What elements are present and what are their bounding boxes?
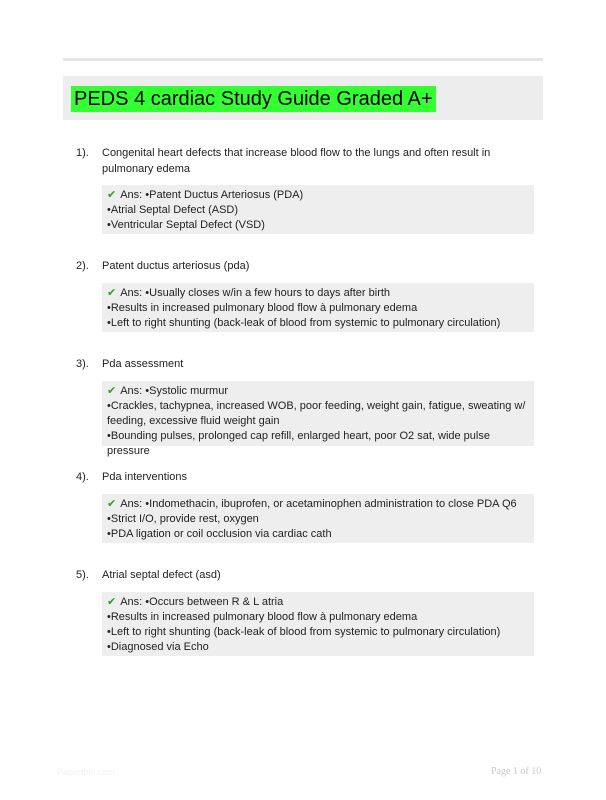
check-icon: ✔ <box>107 287 117 299</box>
answer-box <box>102 283 534 332</box>
answer-prefix: Ans: <box>120 498 143 510</box>
page-number: Page 1 of 10 <box>491 766 542 777</box>
answer-line: •Patent Ductus Arteriosus (PDA) <box>145 189 304 201</box>
answer-line: •Atrial Septal Defect (ASD) <box>107 204 239 216</box>
question-text: Atrial septal defect (asd) <box>102 569 221 581</box>
answer-line: •Ventricular Septal Defect (VSD) <box>107 219 265 231</box>
check-icon: ✔ <box>107 498 117 510</box>
answer-line: •Left to right shunting (back-leak of blood from systemic to pulmonary circulation) <box>107 317 501 329</box>
top-divider <box>63 58 543 61</box>
page-title: PEDS 4 cardiac Study Guide Graded A+ <box>71 86 436 112</box>
question-text: Patent ductus arteriosus (pda) <box>102 260 250 272</box>
check-icon: ✔ <box>107 385 117 397</box>
question-text: Congenital heart defects that increase blood flow to the lungs and often result in pulmonary edema <box>102 147 491 175</box>
answer-box <box>102 381 534 457</box>
answer-line: •Results in increased pulmonary blood flow à pulmonary edema <box>107 611 418 623</box>
question-number: 2). <box>76 260 89 272</box>
title-banner <box>63 76 543 120</box>
answer-line: •Strict I/O, provide rest, oxygen <box>107 513 259 525</box>
question-number: 3). <box>76 358 89 370</box>
answer-line: •Bounding pulses, prolonged cap refill, enlarged heart, poor O2 sat, wide pulse pressure <box>107 430 490 457</box>
check-icon: ✔ <box>107 189 117 201</box>
question-number: 5). <box>76 569 89 581</box>
answer-box <box>102 185 534 234</box>
answer-line: •Indomethacin, ibuprofen, or acetaminophen administration to close PDA Q6 <box>145 498 517 510</box>
answer-prefix: Ans: <box>120 596 143 608</box>
check-icon: ✔ <box>107 596 117 608</box>
answer-box <box>102 494 534 543</box>
answer-prefix: Ans: <box>120 287 143 299</box>
answer-line: •Usually closes w/in a few hours to days after birth <box>145 287 391 299</box>
answer-box <box>102 592 534 656</box>
answer-line: •Results in increased pulmonary blood flow à pulmonary edema <box>107 302 418 314</box>
answer-line: •Left to right shunting (back-leak of blood from systemic to pulmonary circulation) <box>107 626 501 638</box>
answer-prefix: Ans: <box>120 385 143 397</box>
question-number: 4). <box>76 471 89 483</box>
question-number: 1). <box>76 147 89 159</box>
question-text: Pda interventions <box>102 471 187 483</box>
answer-prefix: Ans: <box>120 189 143 201</box>
answer-line: •Crackles, tachypnea, increased WOB, poor feeding, weight gain, fatigue, sweating w/ feeding, excessive fluid weight gain <box>107 400 526 427</box>
answer-line: •Occurs between R & L atria <box>145 596 284 608</box>
answer-line: •Diagnosed via Echo <box>107 641 209 653</box>
footer-watermark: Papertbic.com <box>57 767 115 777</box>
answer-line: •Systolic murmur <box>145 385 228 397</box>
question-text: Pda assessment <box>102 358 184 370</box>
answer-line: •PDA ligation or coil occlusion via cardiac cath <box>107 528 332 540</box>
